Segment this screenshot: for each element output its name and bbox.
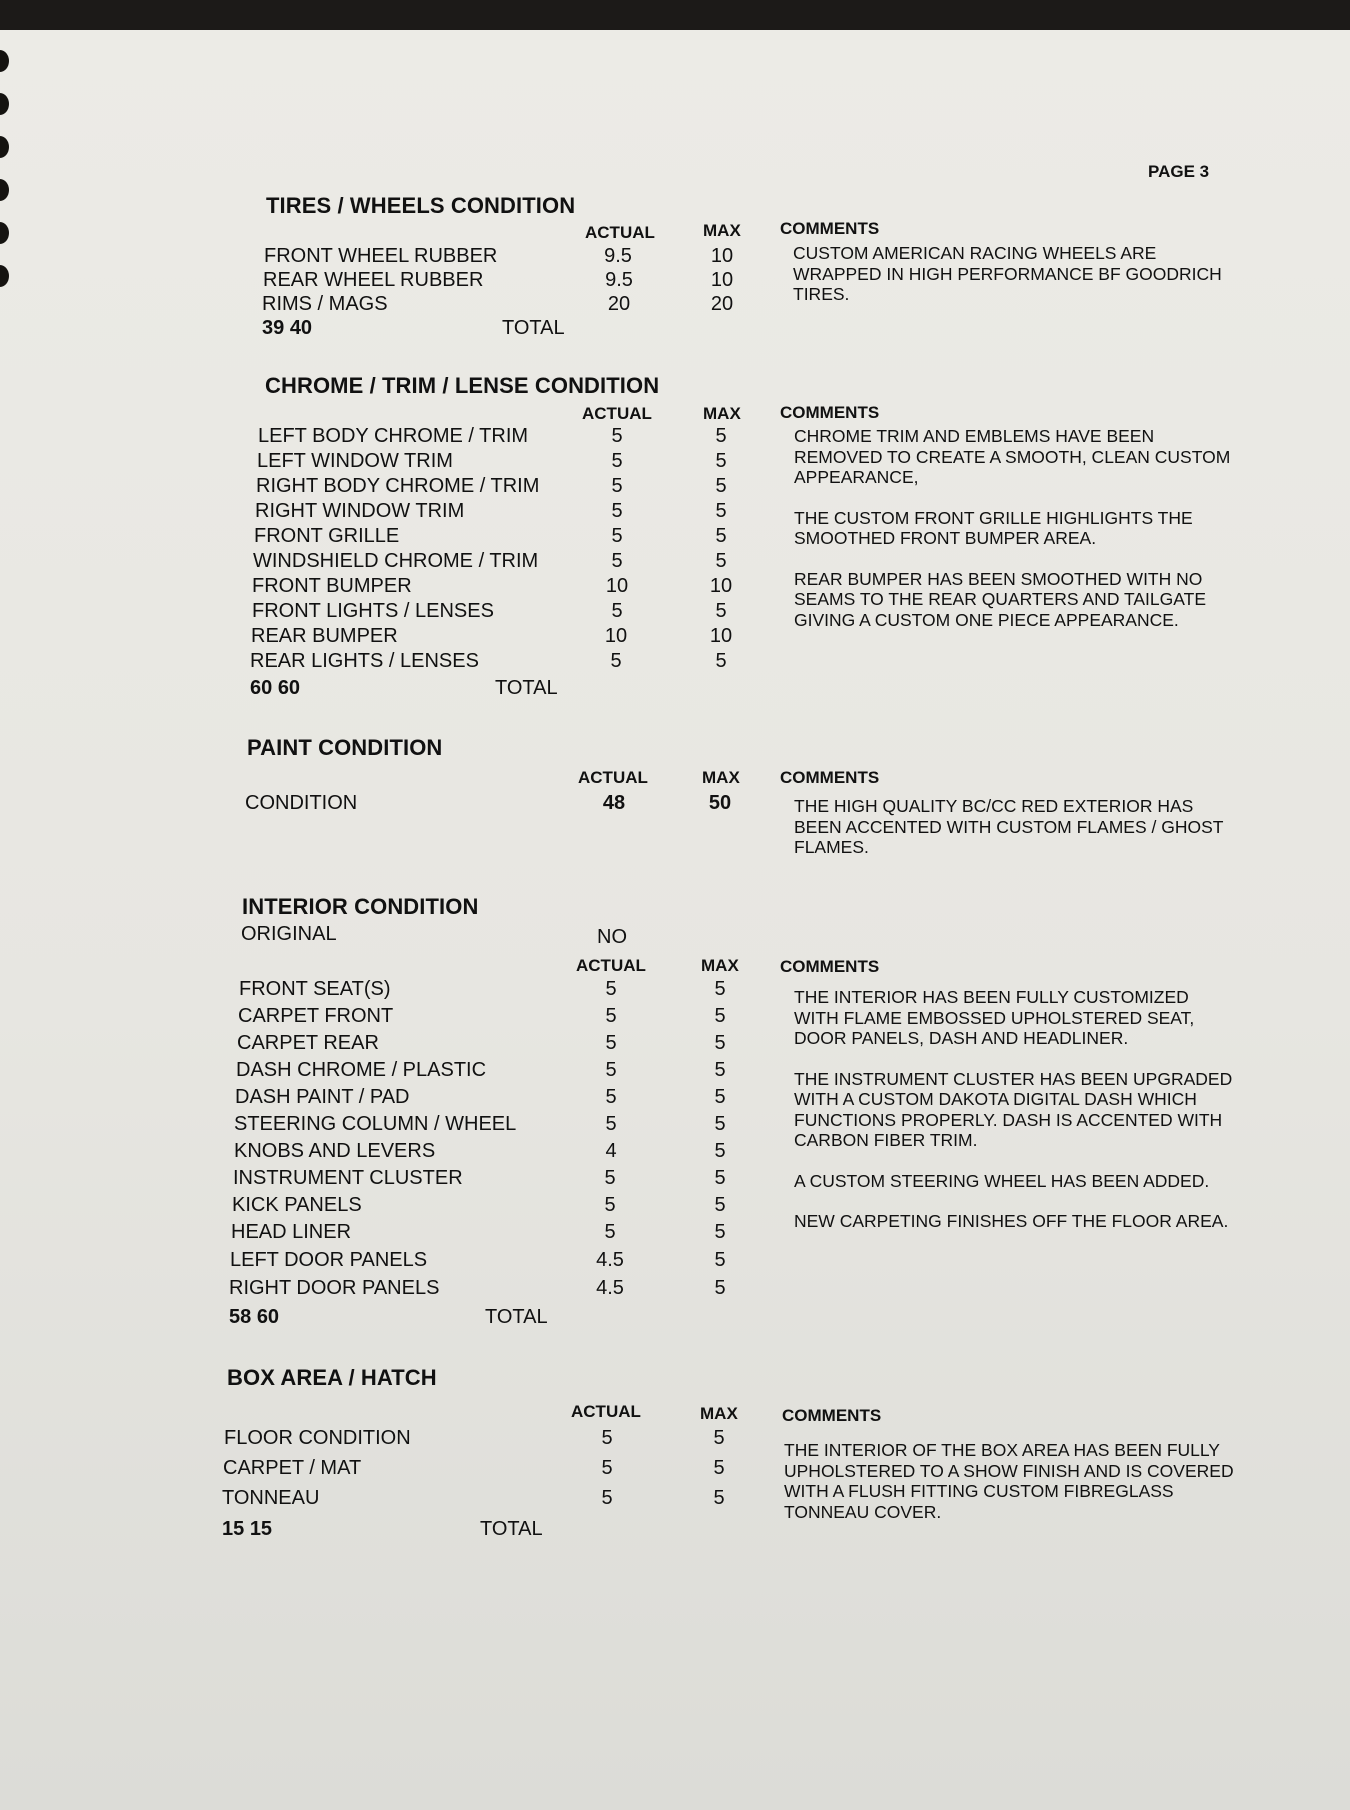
max-value: 10 bbox=[709, 625, 733, 647]
row-label: REAR LIGHTS / LENSES bbox=[250, 650, 479, 672]
max-value: 5 bbox=[713, 1427, 725, 1449]
score-row bbox=[233, 1167, 726, 1192]
total-actual: 15 bbox=[222, 1518, 245, 1540]
score-row bbox=[262, 293, 742, 318]
row-label: CONDITION bbox=[245, 792, 358, 814]
max-value: 5 bbox=[715, 425, 727, 447]
binder-hole bbox=[0, 179, 9, 201]
actual-value: 5 bbox=[601, 1427, 613, 1449]
row-label: RIGHT WINDOW TRIM bbox=[255, 500, 465, 522]
score-row bbox=[235, 1086, 726, 1111]
section-paint bbox=[247, 735, 442, 761]
comments-header: COMMENTS bbox=[782, 1406, 882, 1425]
actual-header: ACTUAL bbox=[582, 404, 652, 423]
max-value: 5 bbox=[714, 978, 726, 1000]
score-row bbox=[234, 1113, 726, 1138]
row-label: FLOOR CONDITION bbox=[224, 1427, 411, 1449]
actual-value: 5 bbox=[605, 978, 617, 1000]
row-label: STEERING COLUMN / WHEEL bbox=[234, 1113, 517, 1135]
actual-value: 5 bbox=[611, 550, 623, 572]
max-value: 5 bbox=[714, 1277, 726, 1299]
actual-value: 20 bbox=[607, 293, 631, 315]
row-label: FRONT WHEEL RUBBER bbox=[264, 245, 498, 267]
section-title: BOX AREA / HATCH bbox=[227, 1365, 437, 1390]
row-label: FRONT LIGHTS / LENSES bbox=[252, 600, 494, 622]
actual-value: 5 bbox=[611, 425, 623, 447]
total-max: 60 bbox=[256, 1306, 280, 1328]
row-label: HEAD LINER bbox=[231, 1221, 352, 1243]
max-header: MAX bbox=[703, 221, 741, 240]
actual-value: 9.5 bbox=[604, 245, 632, 267]
comments-header: COMMENTS bbox=[780, 957, 880, 976]
score-row bbox=[252, 600, 732, 625]
score-row bbox=[223, 1457, 725, 1482]
max-value: 5 bbox=[715, 525, 727, 547]
comments-block bbox=[794, 796, 1234, 878]
comment-paragraph: THE CUSTOM FRONT GRILLE HIGHLIGHTS THE SMOOTHED FRONT BUMPER AREA. bbox=[794, 507, 1193, 548]
score-row bbox=[264, 245, 744, 270]
binder-hole bbox=[0, 222, 9, 244]
max-value: 5 bbox=[715, 500, 727, 522]
score-row bbox=[229, 1277, 726, 1302]
row-label: KNOBS AND LEVERS bbox=[234, 1140, 436, 1162]
max-value: 5 bbox=[715, 600, 727, 622]
max-header: MAX bbox=[700, 1404, 738, 1423]
actual-value: 5 bbox=[611, 475, 623, 497]
score-row bbox=[236, 1059, 726, 1084]
row-label: REAR BUMPER bbox=[251, 625, 398, 647]
actual-value: 5 bbox=[611, 525, 623, 547]
total-label: TOTAL bbox=[485, 1306, 548, 1328]
row-label: LEFT DOOR PANELS bbox=[230, 1249, 428, 1271]
score-row bbox=[263, 269, 743, 294]
page-number: PAGE 3 bbox=[1148, 162, 1210, 181]
section-title: INTERIOR CONDITION bbox=[242, 894, 479, 919]
score-row bbox=[251, 625, 731, 650]
actual-value: 48 bbox=[602, 792, 626, 814]
max-value: 5 bbox=[713, 1487, 725, 1509]
actual-value: 5 bbox=[601, 1457, 613, 1479]
total-row bbox=[262, 317, 742, 343]
actual-value: 5 bbox=[604, 1194, 616, 1216]
score-row bbox=[252, 575, 732, 600]
actual-value: 5 bbox=[605, 1005, 617, 1027]
total-max: 40 bbox=[289, 317, 313, 339]
total-label: TOTAL bbox=[495, 677, 558, 699]
section-interior bbox=[242, 894, 478, 920]
total-row bbox=[222, 1518, 702, 1544]
actual-value: 5 bbox=[601, 1487, 613, 1509]
actual-value: 5 bbox=[605, 1032, 617, 1054]
score-row bbox=[224, 1427, 725, 1452]
row-label: DASH PAINT / PAD bbox=[235, 1086, 410, 1108]
score-row bbox=[238, 1005, 726, 1030]
comment-paragraph: REAR BUMPER HAS BEEN SMOOTHED WITH NO SEAMS TO THE REAR QUARTERS AND TAILGATE GIVING A CUSTOM ONE PIECE APPEARANCE. bbox=[794, 568, 1207, 630]
comments-header: COMMENTS bbox=[780, 219, 880, 238]
total-label: TOTAL bbox=[502, 317, 565, 339]
binder-hole bbox=[0, 136, 9, 158]
max-value: 5 bbox=[714, 1140, 726, 1162]
total-row bbox=[250, 677, 730, 703]
row-label: RIGHT DOOR PANELS bbox=[229, 1277, 440, 1299]
actual-value: 5 bbox=[611, 450, 623, 472]
original-label: ORIGINAL bbox=[241, 923, 337, 945]
actual-header: ACTUAL bbox=[571, 1402, 641, 1421]
score-row bbox=[253, 550, 733, 575]
score-row bbox=[232, 1194, 726, 1219]
row-label: REAR WHEEL RUBBER bbox=[263, 269, 484, 291]
section-chrome-trim bbox=[265, 373, 659, 399]
max-value: 50 bbox=[708, 792, 732, 814]
section-title: CHROME / TRIM / LENSE CONDITION bbox=[265, 373, 660, 398]
actual-value: 5 bbox=[605, 1086, 617, 1108]
max-value: 5 bbox=[714, 1032, 726, 1054]
score-row bbox=[231, 1221, 726, 1246]
comment-paragraph: THE HIGH QUALITY BC/CC RED EXTERIOR HAS BEEN ACCENTED WITH CUSTOM FLAMES / GHOST FLAMES. bbox=[794, 796, 1224, 857]
row-label: RIGHT BODY CHROME / TRIM bbox=[256, 475, 540, 497]
actual-value: 5 bbox=[604, 1167, 616, 1189]
max-value: 5 bbox=[713, 1457, 725, 1479]
max-value: 5 bbox=[714, 1221, 726, 1243]
max-value: 5 bbox=[715, 475, 727, 497]
max-value: 5 bbox=[715, 650, 727, 672]
comment-paragraph: THE INTERIOR HAS BEEN FULLY CUSTOMIZED WITH FLAME EMBOSSED UPHOLSTERED SEAT, DOOR PANELS, DASH AND HEADLINER. bbox=[794, 987, 1195, 1048]
max-header: MAX bbox=[702, 768, 740, 787]
max-value: 5 bbox=[714, 1113, 726, 1135]
actual-value: 5 bbox=[605, 1113, 617, 1135]
row-label: LEFT BODY CHROME / TRIM bbox=[258, 425, 529, 447]
comment-paragraph: THE INTERIOR OF THE BOX AREA HAS BEEN FULLY UPHOLSTERED TO A SHOW FINISH AND IS COVERED WITH A FLUSH FITTING CUSTOM FIBREGLASS TONNEAU COVER. bbox=[784, 1440, 1234, 1522]
score-row bbox=[239, 978, 726, 1003]
score-row bbox=[250, 650, 730, 675]
row-label: WINDSHIELD CHROME / TRIM bbox=[253, 550, 539, 572]
row-label: FRONT GRILLE bbox=[254, 525, 400, 547]
row-label: TONNEAU bbox=[222, 1487, 320, 1509]
max-value: 5 bbox=[714, 1249, 726, 1271]
comments-block bbox=[794, 987, 1234, 1252]
score-row bbox=[257, 450, 737, 475]
row-label: CARPET / MAT bbox=[223, 1457, 362, 1479]
max-value: 10 bbox=[710, 269, 734, 291]
comment-paragraph: THE INSTRUMENT CLUSTER HAS BEEN UPGRADED WITH A CUSTOM DAKOTA DIGITAL DASH WHICH FUNCTIONS PROPERLY. DASH IS ACCENTED WITH CARBON FIBER TRIM. bbox=[794, 1068, 1233, 1150]
total-actual: 60 bbox=[250, 677, 273, 699]
comments-header: COMMENTS bbox=[780, 768, 880, 787]
row-label: INSTRUMENT CLUSTER bbox=[233, 1167, 463, 1189]
total-actual: 58 bbox=[229, 1306, 252, 1328]
actual-header: ACTUAL bbox=[578, 768, 648, 787]
row-label: CARPET REAR bbox=[237, 1032, 379, 1054]
total-max: 15 bbox=[249, 1518, 273, 1540]
score-row bbox=[222, 1487, 725, 1512]
original-value: NO bbox=[597, 926, 627, 948]
binder-hole bbox=[0, 265, 9, 287]
row-label: KICK PANELS bbox=[232, 1194, 362, 1216]
row-label: CARPET FRONT bbox=[238, 1005, 394, 1027]
binder-hole bbox=[0, 50, 9, 72]
section-tires-wheels bbox=[266, 193, 575, 219]
actual-value: 4.5 bbox=[596, 1249, 624, 1271]
score-row bbox=[230, 1249, 726, 1274]
row-label: FRONT SEAT(S) bbox=[239, 978, 391, 1000]
total-label: TOTAL bbox=[480, 1518, 543, 1540]
max-header: MAX bbox=[703, 404, 741, 423]
max-value: 5 bbox=[714, 1005, 726, 1027]
max-value: 5 bbox=[714, 1059, 726, 1081]
document-page bbox=[0, 30, 1350, 1810]
score-row bbox=[256, 475, 736, 500]
comment-paragraph: NEW CARPETING FINISHES OFF THE FLOOR AREA. bbox=[794, 1211, 1229, 1231]
comment-paragraph: CUSTOM AMERICAN RACING WHEELS ARE WRAPPED IN HIGH PERFORMANCE BF GOODRICH TIRES. bbox=[793, 243, 1222, 304]
score-row bbox=[245, 792, 732, 817]
row-label: DASH CHROME / PLASTIC bbox=[236, 1059, 487, 1081]
section-title: PAINT CONDITION bbox=[247, 735, 443, 760]
actual-value: 5 bbox=[605, 1059, 617, 1081]
actual-header: ACTUAL bbox=[585, 223, 655, 242]
actual-value: 10 bbox=[604, 625, 628, 647]
total-max: 60 bbox=[277, 677, 301, 699]
max-value: 5 bbox=[714, 1194, 726, 1216]
actual-value: 5 bbox=[610, 650, 622, 672]
comments-block bbox=[793, 243, 1233, 325]
row-label: LEFT WINDOW TRIM bbox=[257, 450, 453, 472]
comments-header: COMMENTS bbox=[780, 403, 880, 422]
max-value: 5 bbox=[715, 550, 727, 572]
binder-holes bbox=[0, 50, 9, 308]
max-value: 10 bbox=[710, 245, 734, 267]
actual-value: 5 bbox=[611, 600, 623, 622]
max-value: 5 bbox=[715, 450, 727, 472]
row-label: RIMS / MAGS bbox=[262, 293, 388, 315]
score-row bbox=[255, 500, 735, 525]
comment-paragraph: CHROME TRIM AND EMBLEMS HAVE BEEN REMOVED TO CREATE A SMOOTH, CLEAN CUSTOM APPEARANCE, bbox=[794, 426, 1231, 487]
max-value: 5 bbox=[714, 1086, 726, 1108]
total-actual: 39 bbox=[262, 317, 285, 339]
actual-value: 9.5 bbox=[605, 269, 633, 291]
section-title: TIRES / WHEELS CONDITION bbox=[266, 193, 576, 218]
score-row bbox=[237, 1032, 726, 1057]
score-row bbox=[234, 1140, 726, 1165]
row-label: FRONT BUMPER bbox=[252, 575, 412, 597]
actual-value: 5 bbox=[611, 500, 623, 522]
max-value: 5 bbox=[714, 1167, 726, 1189]
comments-block bbox=[794, 426, 1234, 650]
score-row bbox=[254, 525, 734, 550]
binder-hole bbox=[0, 93, 9, 115]
actual-value: 4.5 bbox=[596, 1277, 624, 1299]
max-value: 10 bbox=[709, 575, 733, 597]
actual-header: ACTUAL bbox=[576, 956, 646, 975]
actual-value: 5 bbox=[604, 1221, 616, 1243]
comments-block bbox=[784, 1440, 1244, 1542]
max-header: MAX bbox=[701, 956, 739, 975]
actual-value: 4 bbox=[605, 1140, 617, 1162]
comment-paragraph: A CUSTOM STEERING WHEEL HAS BEEN ADDED. bbox=[794, 1170, 1210, 1191]
total-row bbox=[229, 1306, 709, 1332]
section-box-area bbox=[227, 1365, 437, 1391]
score-row bbox=[258, 425, 738, 450]
max-value: 20 bbox=[710, 293, 734, 315]
actual-value: 10 bbox=[605, 575, 629, 597]
